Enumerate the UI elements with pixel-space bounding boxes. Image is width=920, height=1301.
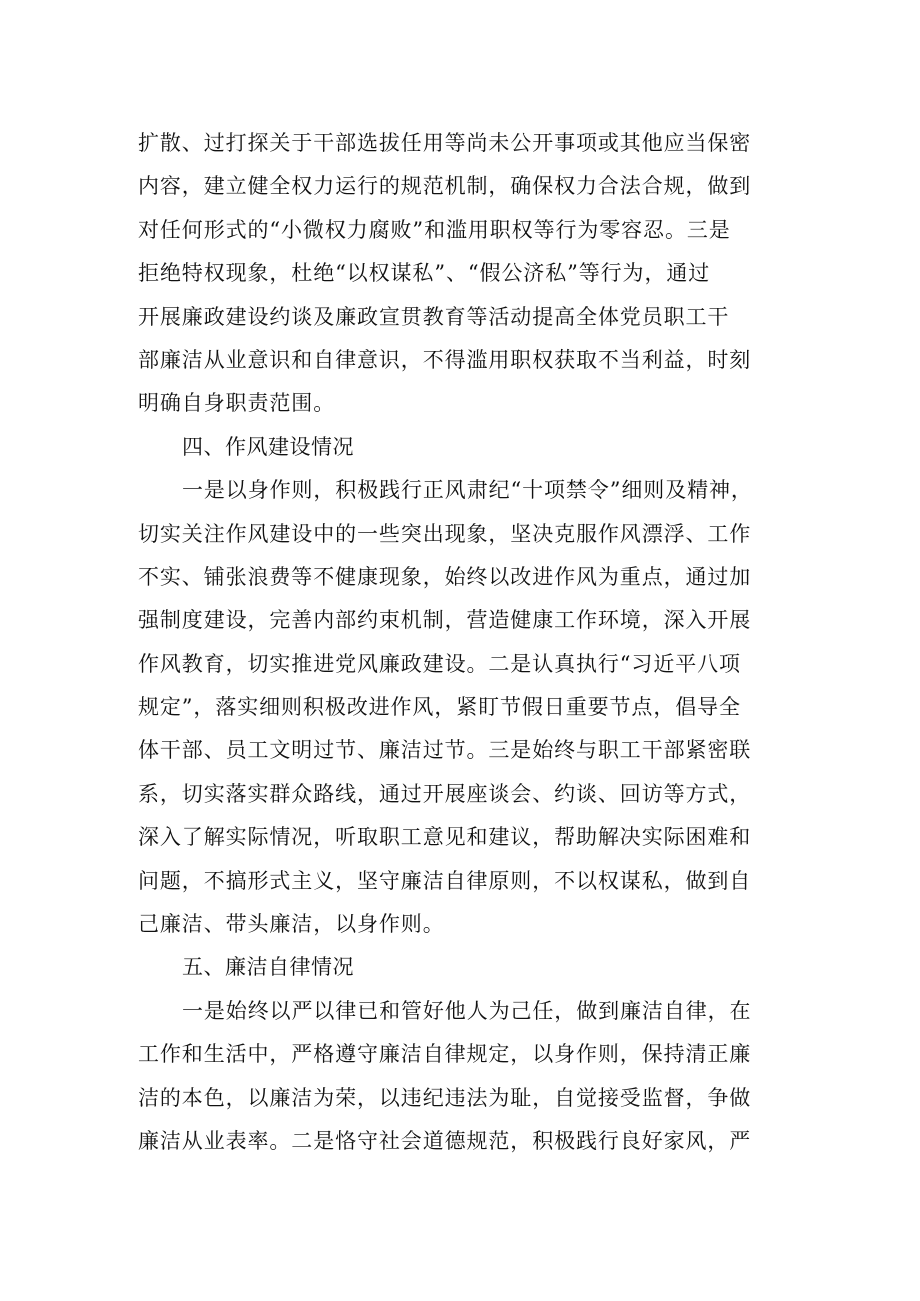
paragraph-line: 部廉洁从业意识和自律意识，不得滥用职权获取不当利益，时刻 — [138, 347, 752, 372]
paragraph-line: 体干部、员工文明过节、廉洁过节。三是始终与职工干部紧密联 — [138, 738, 752, 763]
paragraph-line: 切实关注作风建设中的一些突出现象，坚决克服作风漂浮、工作 — [138, 521, 752, 546]
section-heading-5: 五、廉洁自律情况 — [182, 955, 354, 980]
paragraph-line: 规定”，落实细则积极改进作风，紧盯节假日重要节点，倡导全 — [138, 695, 741, 720]
paragraph-line: 系，切实落实群众路线，通过开展座谈会、约谈、回访等方式， — [138, 781, 752, 806]
paragraph-line: 扩散、过打探关于干部选拔任用等尚未公开事项或其他应当保密 — [138, 131, 752, 155]
paragraph-line: 内容，建立健全权力运行的规范机制，确保权力合法合规，做到 — [138, 174, 752, 199]
paragraph-line: 问题，不搞形式主义，坚守廉洁自律原则，不以权谋私，做到自 — [138, 868, 752, 893]
paragraph-line: 一是以身作则，积极践行正风肃纪“十项禁令”细则及精神， — [182, 478, 753, 503]
paragraph-line: 洁的本色，以廉洁为荣，以违纪违法为耻，自觉接受监督，争做 — [138, 1085, 752, 1110]
paragraph-line: 不实、铺张浪费等不健康现象，始终以改进作风为重点，通过加 — [138, 564, 752, 589]
paragraph-line: 明确自身职责范围。 — [138, 391, 336, 416]
paragraph-line: 深入了解实际情况，听取职工意见和建议，帮助解决实际困难和 — [138, 825, 752, 850]
document-body — [138, 122, 798, 1163]
paragraph-line: 拒绝特权现象，杜绝“以权谋私”、“假公济私”等行为，通过 — [138, 261, 711, 286]
section-heading-4: 四、作风建设情况 — [182, 434, 354, 459]
paragraph-line: 一是始终以严以律已和管好他人为己任，做到廉洁自律，在 — [182, 998, 752, 1023]
paragraph-line: 作风教育，切实推进党风廉政建设。二是认真执行“习近平八项 — [138, 651, 741, 676]
paragraph-line: 工作和生活中，严格遵守廉洁自律规定，以身作则，保持清正廉 — [138, 1042, 752, 1067]
paragraph-line: 强制度建设，完善内部约束机制，营造健康工作环境，深入开展 — [138, 608, 752, 633]
paragraph-line: 开展廉政建设约谈及廉政宣贯教育等活动提高全体党员职工干 — [138, 304, 730, 329]
paragraph-line: 己廉洁、带头廉洁，以身作则。 — [138, 912, 445, 937]
paragraph-line: 廉洁从业表率。二是恪守社会道德规范，积极践行良好家风，严 — [138, 1128, 752, 1153]
paragraph-line: 对任何形式的“小微权力腐败”和滥用职权等行为零容忍。三是 — [138, 217, 731, 242]
